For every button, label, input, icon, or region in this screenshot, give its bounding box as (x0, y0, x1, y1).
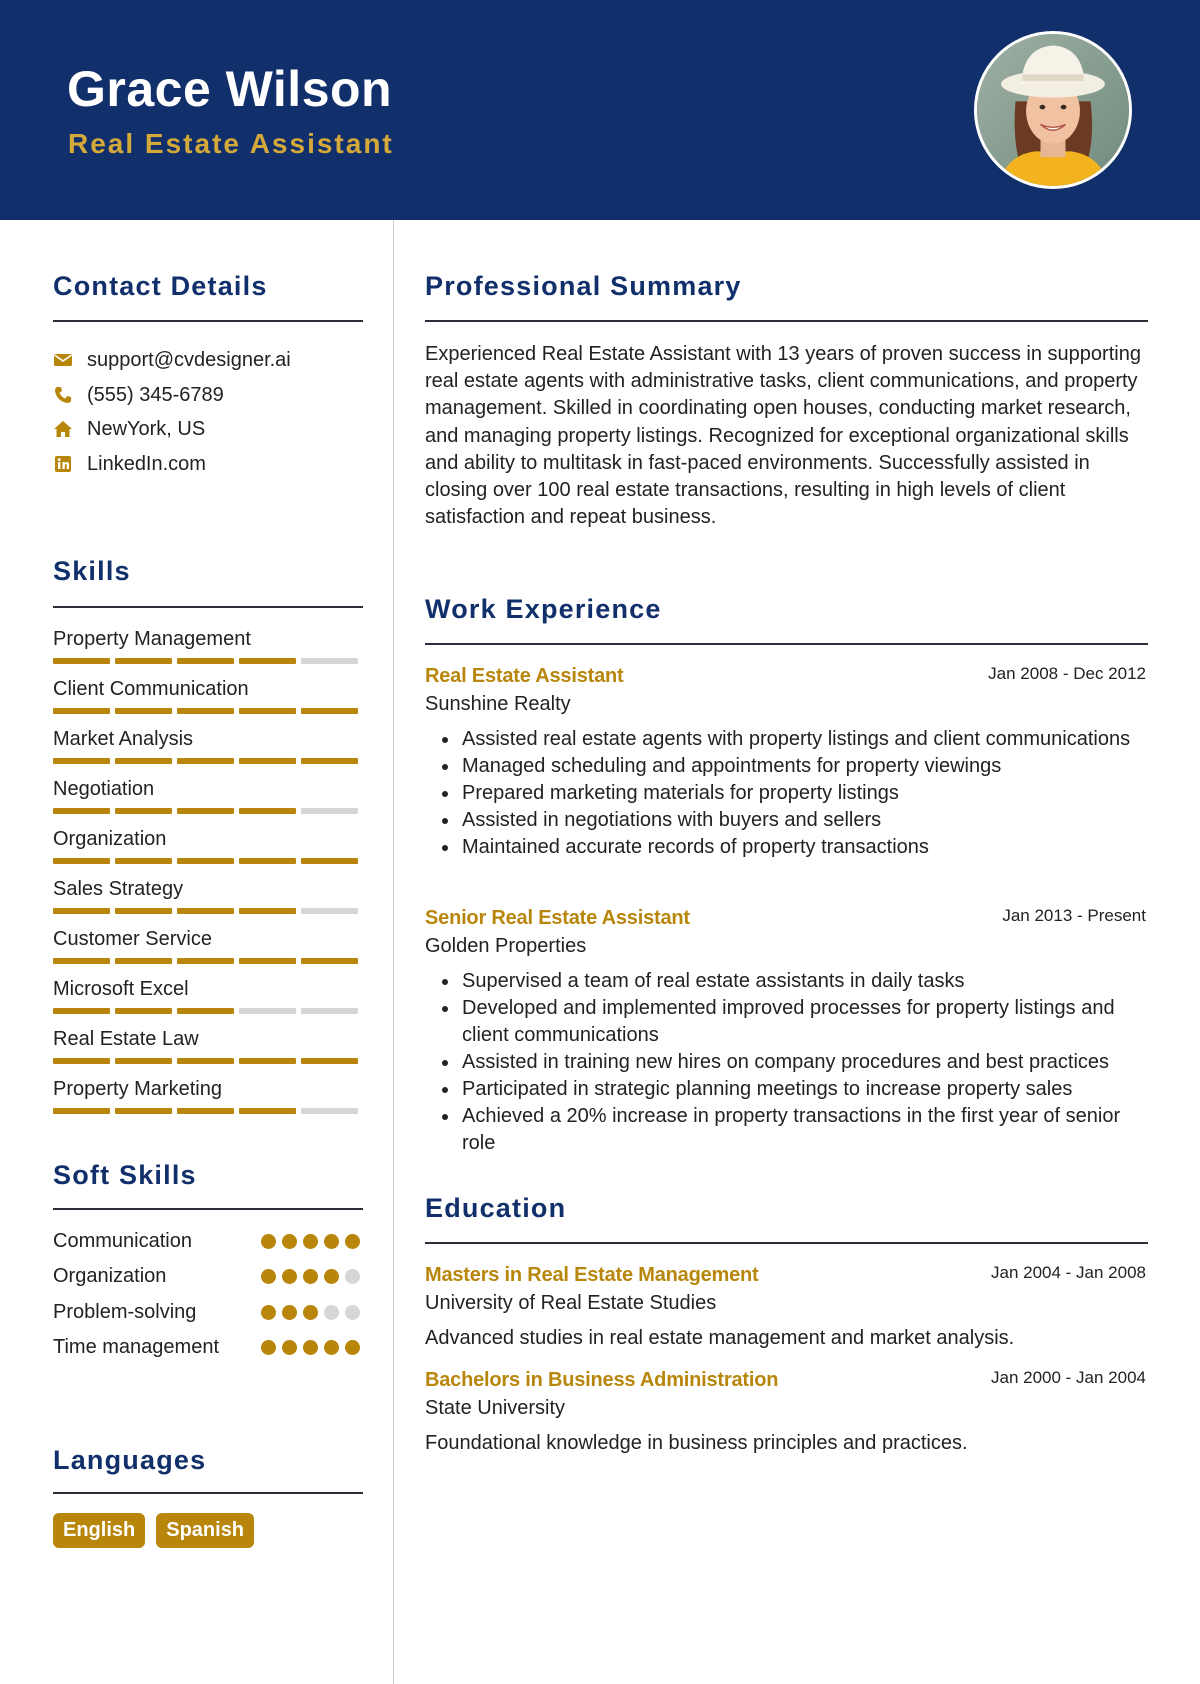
job-bullet: Maintained accurate records of property transactions (425, 834, 1155, 861)
skill-level-segment (53, 1058, 110, 1064)
skill-row (53, 1026, 363, 1064)
skill-level-segment (301, 1108, 358, 1114)
skill-name: Microsoft Excel (53, 978, 189, 1000)
skill-level-segment (239, 1008, 296, 1014)
skill-level-segment (177, 1008, 234, 1014)
languages-heading: Languages (53, 1445, 207, 1475)
skill-level-segment (301, 858, 358, 864)
job-bullet: Assisted in training new hires on company procedures and best practices (425, 1049, 1155, 1076)
skill-name: Client Communication (53, 678, 249, 700)
skill-level-segment (239, 858, 296, 864)
skill-row (53, 876, 363, 914)
job-company: Sunshine Realty (425, 693, 571, 715)
rating-dot (261, 1340, 276, 1355)
job-bullet: Developed and implemented improved processes for property listings and client communications (425, 995, 1155, 1049)
skill-level-segment (177, 758, 234, 764)
skill-level-bar (53, 758, 363, 764)
skill-level-bar (53, 858, 363, 864)
experience-rule (425, 643, 1148, 645)
rating-dot (282, 1305, 297, 1320)
skill-row (53, 826, 363, 864)
rating-dot (261, 1234, 276, 1249)
skill-level-bar (53, 1058, 363, 1064)
languages-rule (53, 1492, 363, 1494)
skill-level-segment (301, 758, 358, 764)
skill-row (53, 726, 363, 764)
rating-dot (324, 1269, 339, 1284)
home-icon (53, 419, 73, 439)
language-badge: Spanish (156, 1513, 254, 1548)
skill-level-segment (53, 808, 110, 814)
skill-level-bar (53, 908, 363, 914)
soft-skills-rule (53, 1208, 363, 1210)
language-badge: English (53, 1513, 145, 1548)
job-company: Golden Properties (425, 935, 587, 957)
job-title: Real Estate Assistant (425, 665, 624, 687)
skill-level-segment (239, 758, 296, 764)
job-date: Jan 2013 - Present (1002, 906, 1146, 925)
skill-level-segment (301, 958, 358, 964)
rating-dot (282, 1340, 297, 1355)
skill-level-segment (53, 658, 110, 664)
skill-name: Negotiation (53, 778, 155, 800)
contact-phone[interactable] (53, 381, 224, 409)
skill-level-bar (53, 658, 363, 664)
rating-dot (345, 1269, 360, 1284)
skill-row (53, 1076, 363, 1114)
degree-date: Jan 2004 - Jan 2008 (990, 1263, 1146, 1282)
linkedin-icon (53, 454, 73, 474)
skill-level-segment (53, 708, 110, 714)
candidate-name: Grace Wilson (67, 61, 393, 117)
degree-title: Bachelors in Business Administration (425, 1369, 779, 1391)
avatar (974, 31, 1132, 189)
rating-dot (324, 1305, 339, 1320)
skill-level-bar (53, 1108, 363, 1114)
envelope-icon (53, 350, 73, 370)
rating-dot (261, 1269, 276, 1284)
phone-icon (53, 385, 73, 405)
summary-text: Experienced Real Estate Assistant with 13 years of proven success in supporting real estate agents with administrative tasks, client communications, and property management. Skilled in coordinating open houses, conducting market research, and managing property listings. Recognized for exceptional organizational skills and ability to multitask in fast-paced environments. Successfully assisted in closing over 100 real estate transactions, resulting in high levels of client satisfaction and repeat business. (425, 343, 1141, 529)
degree-description: Foundational knowledge in business principles and practices. (425, 1432, 968, 1454)
skill-name: Customer Service (53, 928, 212, 950)
skill-level-segment (177, 1058, 234, 1064)
skill-level-segment (115, 758, 172, 764)
job-bullet: Prepared marketing materials for property listings (425, 780, 1155, 807)
rating-dot (345, 1305, 360, 1320)
skill-name: Real Estate Law (53, 1028, 199, 1050)
job-bullets (425, 968, 1155, 1157)
skill-level-segment (301, 708, 358, 714)
degree-school: State University (425, 1397, 566, 1419)
skill-level-segment (239, 958, 296, 964)
job-bullet: Assisted real estate agents with property listings and client communications (425, 726, 1155, 753)
skill-level-segment (239, 908, 296, 914)
contact-rule (53, 320, 363, 322)
soft-skill-rating (261, 1340, 360, 1355)
degree-title: Masters in Real Estate Management (425, 1264, 759, 1286)
languages-list (53, 1513, 254, 1548)
contact-email-text: support@cvdesigner.ai (87, 348, 291, 371)
skill-name: Market Analysis (53, 728, 194, 750)
skill-level-segment (115, 908, 172, 914)
skill-level-segment (239, 1108, 296, 1114)
job-bullet: Assisted in negotiations with buyers and sellers (425, 807, 1155, 834)
soft-skill-name: Time management (53, 1336, 219, 1358)
skill-row (53, 626, 363, 664)
education-heading: Education (425, 1193, 567, 1223)
profile-photo (977, 34, 1129, 186)
skill-level-bar (53, 958, 363, 964)
summary-rule (425, 320, 1148, 322)
skill-level-segment (177, 708, 234, 714)
skill-level-segment (301, 1008, 358, 1014)
skill-row (53, 926, 363, 964)
education-rule (425, 1242, 1148, 1244)
skill-name: Organization (53, 828, 167, 850)
job-bullet: Participated in strategic planning meetings to increase property sales (425, 1076, 1155, 1103)
header-banner (0, 0, 1200, 220)
skill-level-segment (301, 1058, 358, 1064)
contact-location-text: NewYork, US (87, 417, 206, 440)
skill-level-segment (53, 758, 110, 764)
contact-location (53, 415, 205, 443)
job-bullet: Managed scheduling and appointments for property viewings (425, 753, 1155, 780)
skill-level-segment (239, 1058, 296, 1064)
rating-dot (303, 1340, 318, 1355)
skill-level-segment (115, 708, 172, 714)
skill-row (53, 976, 363, 1014)
candidate-title: Real Estate Assistant (68, 128, 394, 159)
soft-skill-rating (261, 1269, 360, 1284)
rating-dot (324, 1234, 339, 1249)
skill-level-segment (239, 808, 296, 814)
rating-dot (324, 1340, 339, 1355)
contact-linkedin-text: LinkedIn.com (87, 452, 206, 475)
skills-heading: Skills (53, 556, 131, 586)
soft-skill-name: Communication (53, 1230, 192, 1252)
skills-rule (53, 606, 363, 608)
rating-dot (282, 1269, 297, 1284)
summary-heading: Professional Summary (425, 271, 742, 301)
rating-dot (345, 1340, 360, 1355)
soft-skill-rating (261, 1234, 360, 1249)
rating-dot (282, 1234, 297, 1249)
job-bullet: Achieved a 20% increase in property transactions in the first year of senior role (425, 1103, 1155, 1157)
soft-skills-heading: Soft Skills (53, 1160, 197, 1190)
column-divider (393, 220, 394, 1684)
contact-phone-text: (555) 345-6789 (87, 383, 224, 406)
skill-level-bar (53, 1008, 363, 1014)
skill-row (53, 776, 363, 814)
skill-level-segment (115, 858, 172, 864)
degree-date: Jan 2000 - Jan 2004 (990, 1368, 1146, 1387)
job-bullets (425, 726, 1155, 861)
rating-dot (303, 1305, 318, 1320)
soft-skill-name: Problem-solving (53, 1301, 197, 1323)
experience-heading: Work Experience (425, 594, 662, 624)
skill-level-segment (115, 1108, 172, 1114)
skill-level-segment (177, 908, 234, 914)
skill-level-segment (115, 1058, 172, 1064)
skill-level-segment (53, 908, 110, 914)
skill-name: Sales Strategy (53, 878, 184, 900)
skill-level-segment (53, 1008, 110, 1014)
rating-dot (303, 1269, 318, 1284)
skill-level-segment (115, 1008, 172, 1014)
job-title: Senior Real Estate Assistant (425, 907, 690, 929)
job-date: Jan 2008 - Dec 2012 (988, 664, 1146, 683)
job-bullet: Supervised a team of real estate assistants in daily tasks (425, 968, 1155, 995)
skill-level-segment (177, 958, 234, 964)
skill-row (53, 676, 363, 714)
skill-level-segment (177, 808, 234, 814)
skill-level-segment (177, 858, 234, 864)
contact-linkedin[interactable] (53, 450, 206, 478)
skill-level-segment (53, 1108, 110, 1114)
skill-level-segment (53, 858, 110, 864)
rating-dot (261, 1305, 276, 1320)
skill-name: Property Marketing (53, 1078, 222, 1100)
skill-level-segment (239, 658, 296, 664)
soft-skill-name: Organization (53, 1265, 167, 1287)
skill-level-bar (53, 808, 363, 814)
skill-level-segment (301, 658, 358, 664)
skill-level-segment (301, 808, 358, 814)
degree-school: University of Real Estate Studies (425, 1292, 717, 1314)
skill-level-segment (177, 1108, 234, 1114)
skill-level-segment (115, 958, 172, 964)
contact-email[interactable] (53, 346, 291, 374)
soft-skill-rating (261, 1305, 360, 1320)
skill-name: Property Management (53, 628, 251, 650)
rating-dot (303, 1234, 318, 1249)
skill-level-segment (53, 958, 110, 964)
skill-level-segment (177, 658, 234, 664)
skill-level-segment (115, 658, 172, 664)
skill-level-segment (115, 808, 172, 814)
contact-heading: Contact Details (53, 271, 268, 301)
skill-level-bar (53, 708, 363, 714)
degree-description: Advanced studies in real estate management and market analysis. (425, 1327, 1015, 1349)
skill-level-segment (239, 708, 296, 714)
rating-dot (345, 1234, 360, 1249)
skill-level-segment (301, 908, 358, 914)
